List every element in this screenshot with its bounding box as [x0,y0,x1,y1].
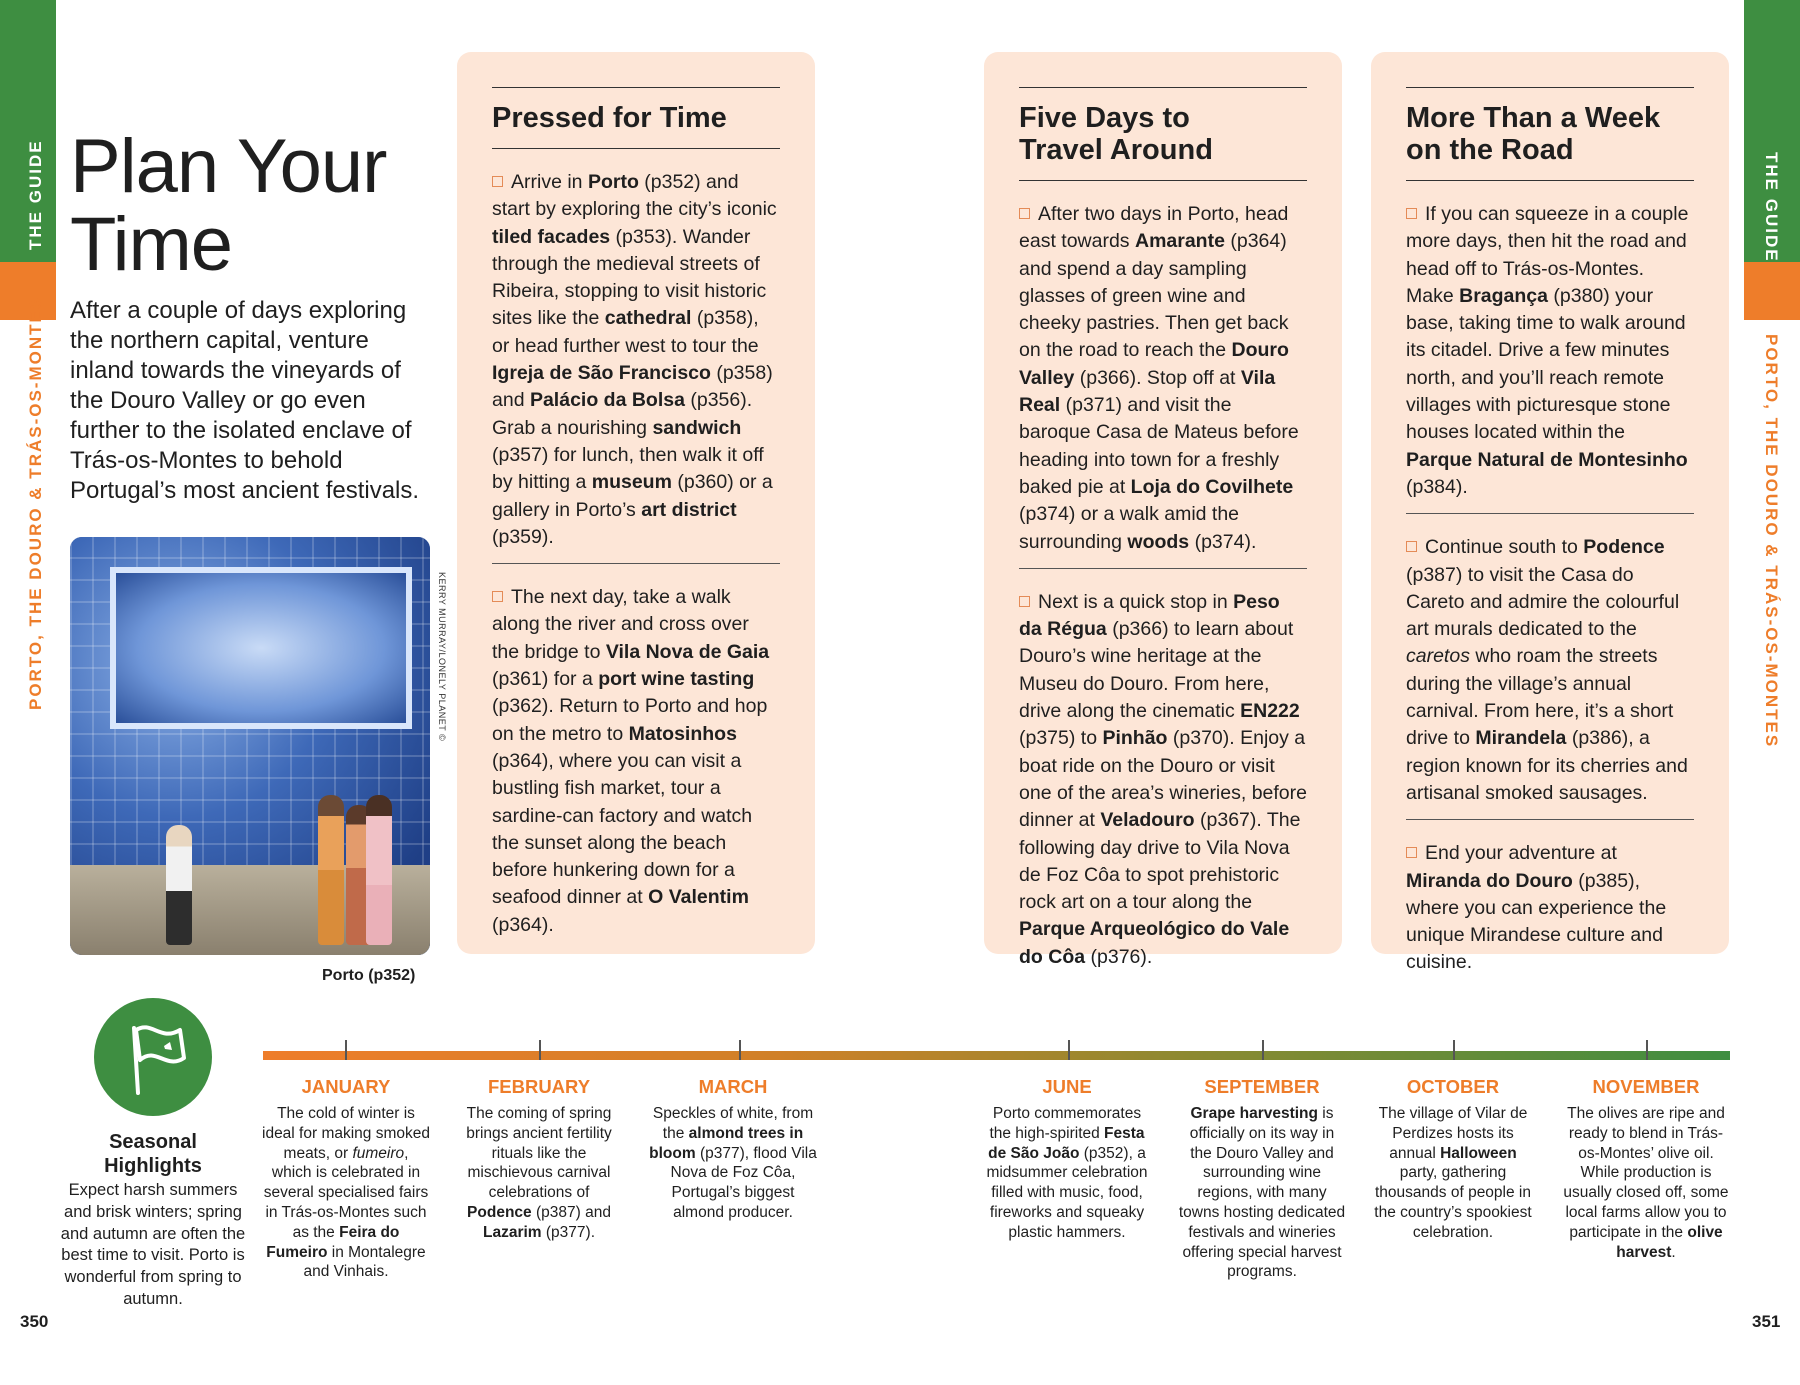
title-line-1: Plan Your [70,124,387,209]
month-name: OCTOBER [1406,1076,1500,1097]
month-description: Speckles of white, from the almond trees in bloom (p377), flood Vila Nova de Foz Côa, Portugal’s biggest almond producer. [649,1105,817,1221]
card-paragraph: The next day, take a walk along the river and cross over the bridge to Vila Nova de Gaia (p361) for a port wine tasting (p362). Return to Porto and hop on the metro to Matosinhos (p364), where you can visit a bustling fish market, tour a sardine-can factory and watch the sunset along the beach before hunkering down for a seafood dinner at O Valentim (p364). [492,586,770,936]
month-october [1369,1076,1537,1243]
title-line-2: Time [70,202,233,287]
card-title: More Than a Week on the Road [1406,102,1661,166]
month-january [262,1076,430,1282]
card-paragraph: Continue south to Podence (p387) to visit the Casa do Careto and admire the colourful art murals dedicated to the caretos who roam the streets during the village’s annual carnival. From here, it’s a short drive to Mirandela (p386), a region known for its cherries and artisanal smoked sausages. [1406,536,1688,804]
month-name: MARCH [698,1076,768,1097]
card-paragraph: Arrive in Porto (p352) and start by exploring the city’s iconic tiled facades (p353). Wander through the medieval streets of Ribeira, stopping to visit historic sites like the cathedral (p358), or head further west to tour the Igreja de São Francisco (p358) and Palácio da Bolsa (p356). Grab a nourishing sandwich (p357) for lunch, then walk it off by hitting a museum (p360) or a gallery in Porto’s art district (p359). [492,171,777,548]
card-title: Five Days to Travel Around [1019,102,1213,166]
card-paragraph: End your adventure at Miranda do Douro (p385), where you can experience the unique Mirandese culture and cuisine. [1406,842,1667,974]
timeline-tick [1262,1040,1264,1060]
card-five-days [984,52,1342,968]
month-description: The coming of spring brings ancient fertility rituals like the mischievous carnival celebrations of Podence (p387) and Lazarim (p377). [466,1105,612,1241]
card-paragraph: After two days in Porto, head east towards Amarante (p364) and spend a day sampling glasses of green wine and cheeky pastries. Then get back on the road to reach the Douro Valley (p366). Stop off at Vila Real (p371) and visit the baroque Casa de Mateus before heading into town for a freshly baked pie at Loja do Covilhete (p374) or a walk amid the surrounding woods (p374). [1019,203,1299,553]
checkbox-icon [1406,847,1417,858]
checkbox-icon [492,591,503,602]
month-name: NOVEMBER [1592,1076,1700,1097]
checkbox-icon [1406,208,1417,219]
month-september [1178,1076,1346,1282]
month-description: Porto commemorates the high-spirited Festa de São João (p352), a midsummer celebration filled with music, food, fireworks and squeaky plastic hammers. [986,1105,1148,1241]
timeline-tick [1646,1040,1648,1060]
timeline-tick [345,1040,347,1060]
region-label-left: PORTO, THE DOURO & TRÁS-OS-MONTES [26,295,45,710]
seasonal-description: Expect harsh summers and brisk winters; spring and autumn are often the best time to visit. Porto is wonderful from spring to autumn. [60,1181,246,1308]
porto-tile-photo [70,537,430,955]
month-description: The olives are ripe and ready to blend in Trás-os-Montes’ olive oil. While production is usually closed off, some local farms allow you to participate in the olive harvest. [1563,1105,1729,1261]
month-name: JUNE [1042,1076,1092,1097]
timeline-tick [539,1040,541,1060]
card-more-than-a-week [1371,52,1729,974]
checkbox-icon [1019,596,1030,607]
card-paragraph: If you can squeeze in a couple more days, then hit the road and head off to Trás-os-Montes. Make Bragança (p380) your base, taking time to walk around its citadel. Drive a few minutes north, and you’ll reach remote villages with picturesque stone houses located within the Parque Natural de Montesinho (p384). [1406,203,1689,498]
month-june [983,1076,1151,1243]
card-pressed-for-time [457,52,815,954]
photo-caption: Porto (p352) [322,967,416,984]
month-november [1562,1076,1730,1262]
page-title [70,124,387,287]
month-name: FEBRUARY [487,1076,591,1097]
region-label-right: PORTO, THE DOURO & TRÁS-OS-MONTES [1762,334,1781,749]
month-february [455,1076,623,1243]
checkbox-icon [492,176,503,187]
month-description: The cold of winter is ideal for making smoked meats, or fumeiro, which is celebrated in several specialised fairs in Trás-os-Montes such as the Feira do Fumeiro in Montalegre and Vinhais. [262,1105,430,1281]
month-march [649,1076,817,1223]
intro-text: After a couple of days exploring the northern capital, venture inland towards the vineyards of the Douro Valley or go even further to the isolated enclave of Trás-os-Montes to behold Portugal’s most ancient festivals. [70,297,420,504]
right-section-tab [1744,262,1800,320]
flag-icon [94,998,212,1116]
page-number-right: 351 [1752,1312,1781,1331]
timeline-tick [739,1040,741,1060]
photo-credit: KERRY MURRAY/LONELY PLANET © [437,572,447,742]
checkbox-icon [1019,208,1030,219]
page-number-left: 350 [20,1312,49,1331]
month-name: SEPTEMBER [1204,1076,1320,1097]
month-name: JANUARY [301,1076,391,1097]
card-title: Pressed for Time [492,102,727,134]
month-description: Grape harvesting is officially on its way in the Douro Valley and surrounding wine regions, with many towns hosting dedicated festivals and wineries offering special harvest programs. [1178,1105,1346,1281]
guide-label-left: THE GUIDE [26,139,45,250]
card-paragraph: Next is a quick stop in Peso da Régua (p366) to learn about Douro’s wine heritage at the Museu do Douro. From here, drive along the cinematic EN222 (p375) to Pinhão (p370). Enjoy a boat ride on the Douro or visit one of the area’s wineries, before dinner at Veladouro (p367). The following day drive to Vila Nova de Foz Côa to spot prehistoric rock art on a tour along the Parque Arqueológico do Vale do Côa (p376). [1019,590,1307,968]
checkbox-icon [1406,541,1417,552]
guide-label-right: THE GUIDE [1762,152,1781,263]
seasonal-title: Seasonal Highlights [104,1131,202,1177]
timeline-tick [1453,1040,1455,1060]
month-description: The village of Vilar de Perdizes hosts its annual Halloween party, gathering thousands of people in the country’s spookiest celebration. [1374,1105,1532,1241]
timeline-tick [1068,1040,1070,1060]
seasonal-timeline [263,1051,1730,1060]
